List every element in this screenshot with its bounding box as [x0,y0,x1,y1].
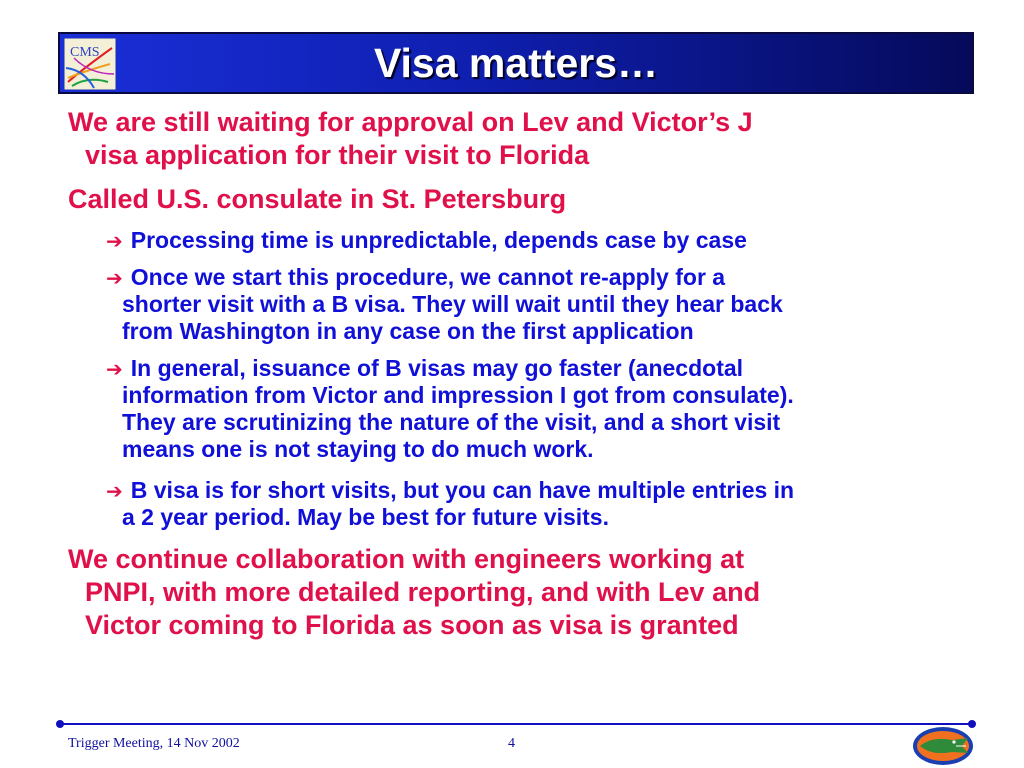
bullet-line: Victor coming to Florida as soon as visa is granted [85,610,739,640]
bullet-line: PNPI, with more detailed reporting, and with Lev and [85,577,761,607]
bullet-line: shorter visit with a B visa. They will wait until they hear back [122,291,783,317]
svg-text:CMS: CMS [70,45,100,60]
bullet-line: visa application for their visit to Florida [85,140,590,170]
sub-bullet [106,264,725,293]
bullet-line: We continue collaboration with engineers working at [68,544,745,574]
bullet-line: We are still waiting for approval on Lev and Victor’s J [68,107,753,137]
page-title: Visa matters… [373,40,659,86]
bullet-line: B visa is for short visits, but you can have multiple entries in [130,477,795,503]
bullet-line: means one is not staying to do much work. [122,436,594,462]
bullet-line: Processing time is unpredictable, depends case by case [130,227,747,253]
page-number: 4 [508,736,515,751]
bullet-line: Once we start this procedure, we cannot re-apply for a [130,264,726,290]
bullet-line: In general, issuance of B visas may go faster (anecdotal [130,355,744,381]
bullet-line: They are scrutinizing the nature of the visit, and a short visit [122,409,781,435]
bullet-line: a 2 year period. May be best for future visits. [122,504,609,530]
arrow-right-icon: ➔ [106,268,123,290]
gator-logo-icon [912,726,974,766]
footer-meeting: Trigger Meeting, 14 Nov 2002 [68,736,240,751]
arrow-right-icon: ➔ [106,231,123,253]
arrow-right-icon: ➔ [106,481,123,503]
bullet-line: information from Victor and impression I got from consulate). [122,382,794,408]
bullet-line: Called U.S. consulate in St. Petersburg [68,184,567,214]
arrow-right-icon: ➔ [106,359,123,381]
sub-bullet [106,227,747,256]
sub-bullet [106,355,743,384]
bullet-line: from Washington in any case on the first application [122,318,694,344]
sub-bullet [106,477,794,506]
footer-divider [60,723,972,725]
